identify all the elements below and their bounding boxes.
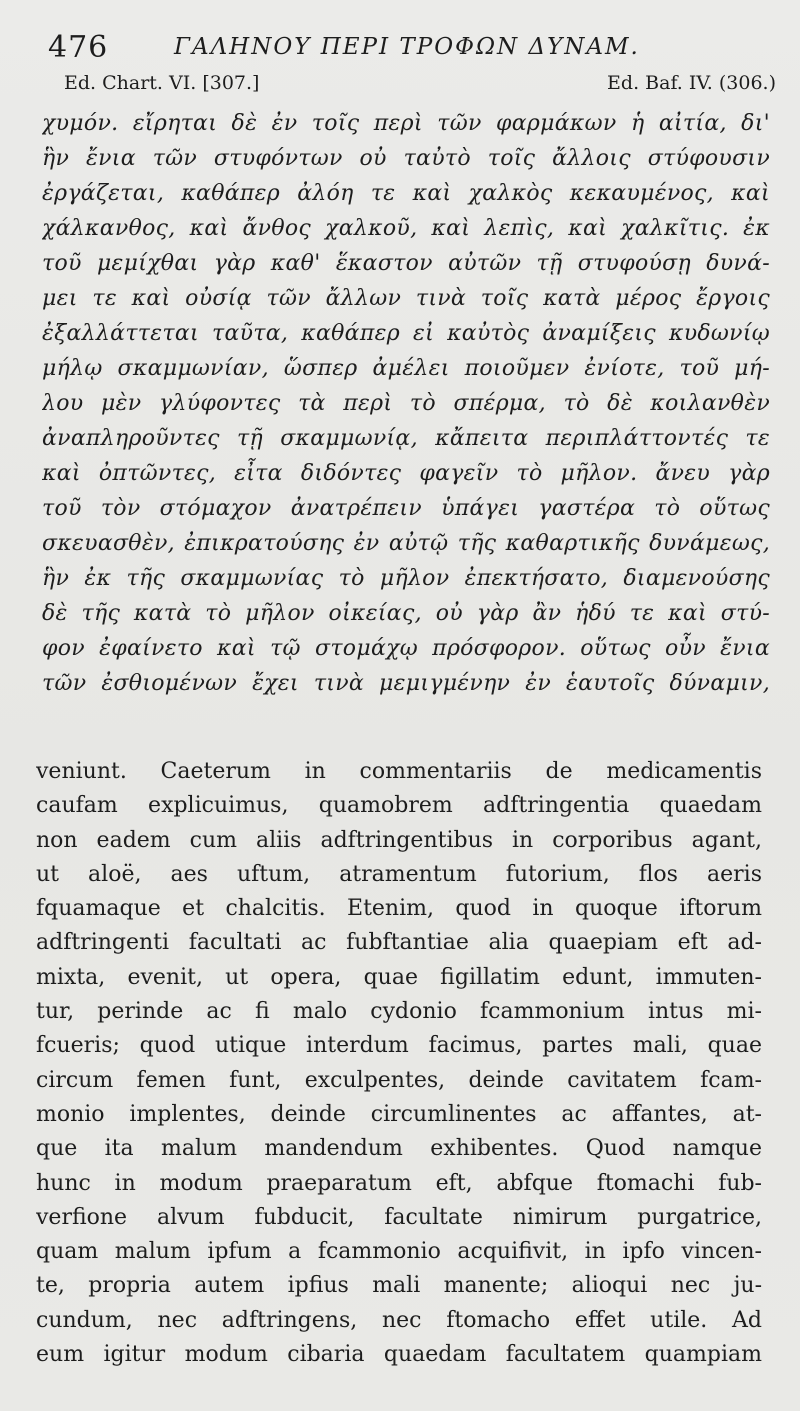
page-number: 476: [48, 30, 109, 65]
latin-line: quam malum ipfum a fcammonio acquifivit, in ipfo vincen-: [36, 1239, 762, 1265]
latin-line: circum femen funt, exculpentes, deinde cavitatem fcam-: [36, 1067, 762, 1093]
latin-line: caufam explicuimus, quamobrem adftringentia quaedam: [36, 793, 762, 819]
greek-line: λου μὲν γλύφοντες τὰ περὶ τὸ σπέρμα, τὸ δὲ κοιλανθὲν: [42, 391, 770, 416]
latin-line: non eadem cum aliis adftringentibus in corporibus agant,: [36, 827, 762, 853]
latin-line: ut aloë, aes uftum, atramentum futorium, flos aeris: [36, 861, 762, 887]
greek-line: τῶν ἐσθιομένων ἔχει τινὰ μεμιγμένην ἐν ἑαυτοῖς δύναμιν,: [42, 671, 770, 696]
latin-line: adftringenti facultati ac fubftantiae alia quaepiam eft ad-: [36, 930, 762, 956]
greek-text-block: [42, 106, 770, 701]
greek-line: χυμόν. εἴρηται δὲ ἐν τοῖς περὶ τῶν φαρμάκων ἡ αἰτία, δι': [42, 111, 770, 136]
greek-line: ἣν ἐκ τῆς σκαμμωνίας τὸ μῆλον ἐπεκτήσατο, διαμενούσης: [42, 566, 770, 591]
greek-line: τοῦ τὸν στόμαχον ἀνατρέπειν ὑπάγει γαστέρα τὸ οὕτως: [42, 496, 770, 521]
latin-line: te, propria autem ipfius mali manente; alioqui nec ju-: [36, 1273, 762, 1299]
latin-line: que ita malum mandendum exhibentes. Quod namque: [36, 1136, 762, 1162]
greek-line: ἣν ἔνια τῶν στυφόντων οὐ ταὐτὸ τοῖς ἄλλοις στύφουσιν: [42, 146, 770, 171]
greek-line: ἀναπληροῦντες τῇ σκαμμωνίᾳ, κἄπειτα περιπλάττοντές τε: [42, 426, 770, 451]
greek-line: μει τε καὶ οὐσίᾳ τῶν ἄλλων τινὰ τοῖς κατὰ μέρος ἔργοις: [42, 286, 770, 311]
greek-line: χάλκανθος, καὶ ἄνθος χαλκοῦ, καὶ λεπὶς, καὶ χαλκῖτις. ἐκ: [42, 216, 770, 241]
latin-line: hunc in modum praeparatum eft, abfque ftomachi fub-: [36, 1170, 762, 1196]
latin-line: fquamaque et chalcitis. Etenim, quod in quoque iftorum: [36, 896, 762, 922]
latin-line: verfione alvum fubducit, facultate nimirum purgatrice,: [36, 1204, 762, 1230]
edition-reference-left: Ed. Chart. VI. [307.]: [64, 72, 260, 94]
greek-line: ἐξαλλάττεται ταῦτα, καθάπερ εἰ καὐτὸς ἀναμίξεις κυδωνίῳ: [42, 321, 770, 346]
greek-line: δὲ τῆς κατὰ τὸ μῆλον οἰκείας, οὐ γὰρ ἂν ἡδύ τε καὶ στύ-: [42, 601, 770, 626]
latin-line: cundum, nec adftringens, nec ftomacho effet utile. Ad: [36, 1307, 762, 1333]
greek-line: ἐργάζεται, καθάπερ ἀλόη τε καὶ χαλκὸς κεκαυμένος, καὶ: [42, 181, 770, 206]
greek-line: σκευασθὲν, ἐπικρατούσης ἐν αὐτῷ τῆς καθαρτικῆς δυνάμεως,: [42, 531, 770, 556]
latin-line: eum igitur modum cibaria quaedam facultatem quampiam: [36, 1342, 762, 1368]
edition-references: [64, 72, 776, 100]
latin-line: mixta, evenit, ut opera, quae figillatim edunt, immuten-: [36, 964, 762, 990]
greek-line: καὶ ὀπτῶντες, εἶτα διδόντες φαγεῖν τὸ μῆλον. ἄνευ γὰρ: [42, 461, 770, 486]
running-title: ΓΑΛΗΝΟΥ ΠΕΡΙ ΤΡΟΦΩΝ ΔΥΝΑΜ.: [174, 34, 640, 60]
greek-line: τοῦ μεμίχθαι γὰρ καθ' ἕκαστον αὐτῶν τῇ στυφούσῃ δυνά-: [42, 251, 770, 276]
latin-line: veniunt. Caeterum in commentariis de medicamentis: [36, 759, 762, 784]
edition-reference-right: Ed. Baf. IV. (306.): [607, 72, 776, 94]
page-header: [48, 30, 760, 64]
latin-line: tur, perinde ac fi malo cydonio fcammonium intus mi-: [36, 999, 762, 1025]
latin-line: monio implentes, deinde circumlinentes ac affantes, at-: [36, 1101, 762, 1127]
latin-text-block: [36, 755, 762, 1372]
latin-line: fcueris; quod utique interdum facimus, partes mali, quae: [36, 1033, 762, 1059]
greek-line: φον ἐφαίνετο καὶ τῷ στομάχῳ πρόσφορον. οὕτως οὖν ἔνια: [42, 636, 770, 661]
greek-line: μήλῳ σκαμμωνίαν, ὥσπερ ἀμέλει ποιοῦμεν ἐνίοτε, τοῦ μή-: [42, 356, 770, 381]
